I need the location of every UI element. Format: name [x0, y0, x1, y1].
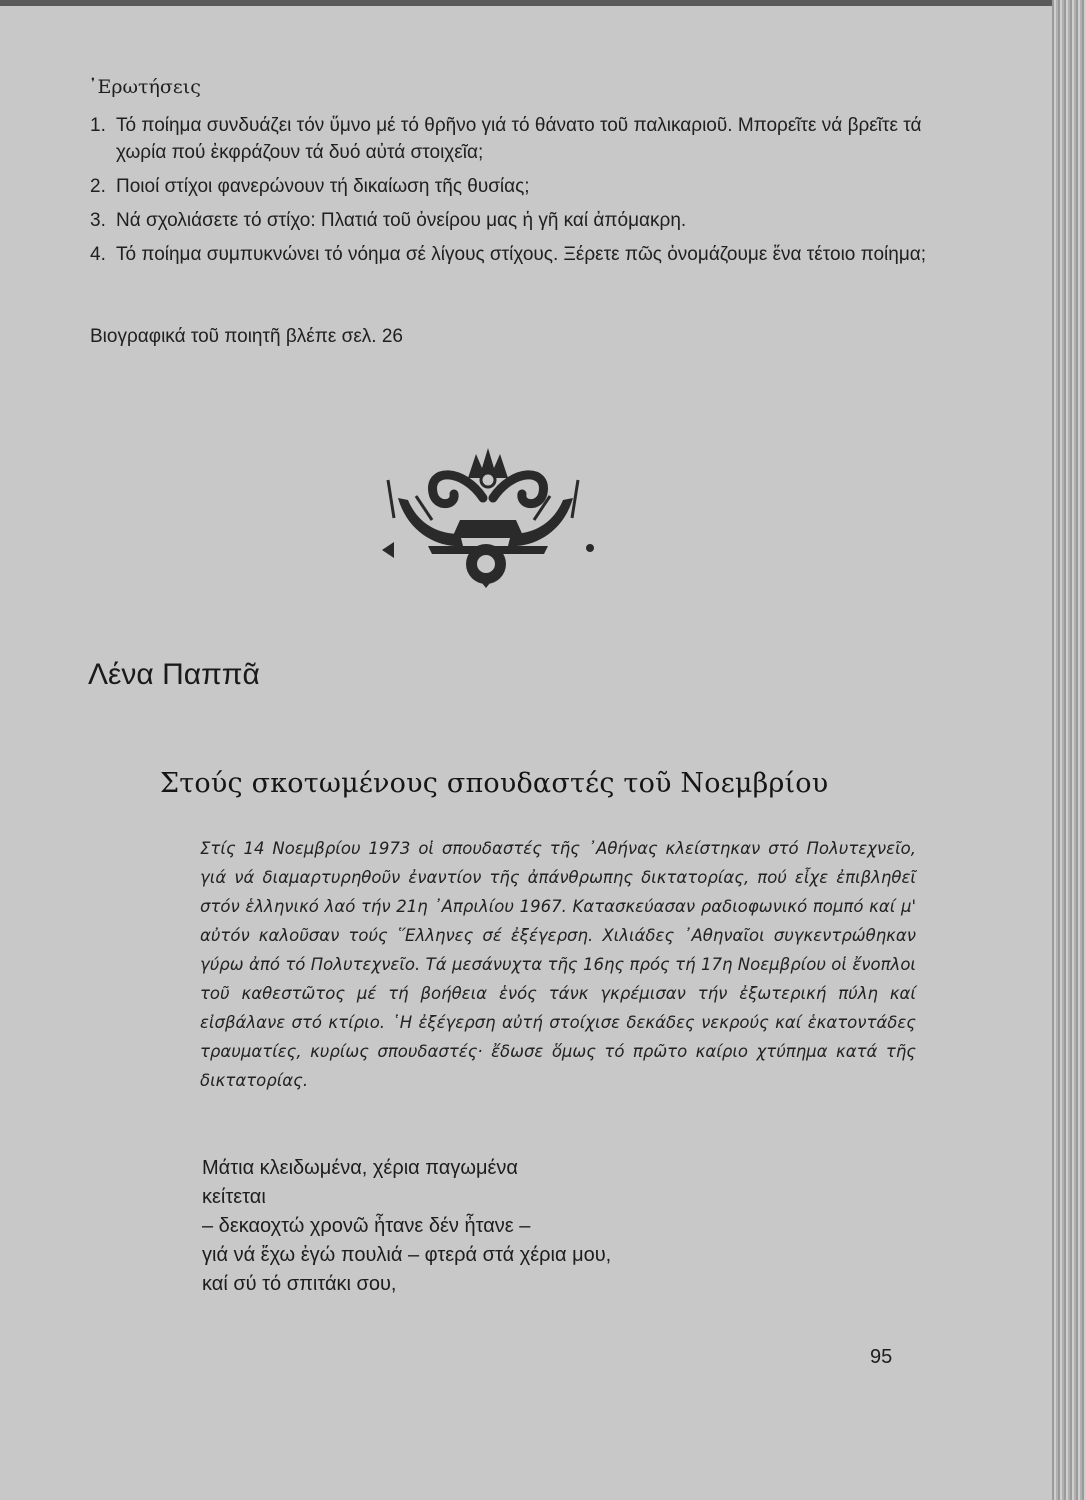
- questions-heading: ᾿Ερωτήσεις: [88, 76, 201, 98]
- folk-ornament-icon: [368, 438, 598, 588]
- question-text: Τό ποίημα συμπυκνώνει τό νόημα σέ λίγους στίχους. Ξέρετε πῶς ὀνομάζουμε ἕνα τέτοιο ποίημα;: [116, 244, 927, 265]
- poem-line: κείτεται: [202, 1186, 266, 1208]
- biography-reference: Βιογραφικά τοῦ ποιητῆ βλέπε σελ. 26: [90, 326, 403, 347]
- question-text: Ποιοί στίχοι φανερώνουν τή δικαίωση τῆς θυσίας;: [116, 176, 530, 197]
- question-number: 4.: [90, 244, 106, 265]
- book-page-edges: [1052, 0, 1086, 1500]
- question-number: 3.: [90, 210, 106, 231]
- questions-list: [90, 112, 930, 275]
- question-item: [90, 173, 930, 200]
- question-item: [90, 112, 930, 166]
- poem-line: Μάτια κλειδωμένα, χέρια παγωμένα: [202, 1157, 518, 1179]
- poem-text: [202, 1154, 902, 1299]
- page-number: 95: [870, 1346, 893, 1368]
- poem-line: – δεκαοχτώ χρονῶ ἦτανε δέν ἦτανε –: [202, 1215, 531, 1237]
- poem-introduction: Στίς 14 Νοεμβρίου 1973 οἱ σπουδαστές τῆς ᾿Αθήνας κλείστηκαν στό Πολυτεχνεῖο, γιά νά διαμαρτυρηθοῦν ἐναντίον τῆς ἀπάνθρωπης δικτατορίας, πού εἶχε ἐπιβληθεῖ στόν ἑλληνικό λαό τήν 21η ᾿Απριλίου 1967. Κατασκεύασαν ραδιοφωνικό πομπό καί μ' αὐτόν καλοῦσαν τούς ῞Ελληνες σέ ἐξέγερση. Χιλιάδες ᾿Αθηναῖοι συγκεντρώθηκαν γύρω ἀπό τό Πολυτεχνεῖο. Τά μεσάνυχτα τῆς 16ης πρός τή 17η Νοεμβρίου οἱ ἔνοπλοι τοῦ καθεστῶτος μέ τή βοήθεια ἑνός τάνκ γκρέμισαν τήν ἐξωτερική πύλη καί εἰσβάλανε στό κτίριο. ῾Η ἐξέγερση αὐτή στοίχισε δεκάδες νεκρούς καί ἑκατοντάδες τραυματίες, κυρίως σπουδαστές· ἔδωσε ὅμως τό πρῶτο καίριο χτύπημα κατά τῆς δικτατορίας.: [200, 839, 916, 1090]
- poem-title: Στούς σκοτωμένους σπουδαστές τοῦ Νοεμβρίου: [160, 768, 829, 799]
- question-number: 2.: [90, 176, 106, 197]
- question-item: [90, 241, 930, 268]
- question-text: Τό ποίημα συνδυάζει τόν ὕμνο μέ τό θρῆνο γιά τό θάνατο τοῦ παλικαριοῦ. Μπορεῖτε νά βρεῖτε τά χωρία πού ἐκφράζουν τά δυό αὐτά στοιχεῖα;: [116, 115, 922, 163]
- question-number: 1.: [90, 115, 106, 136]
- page-top-edge: [0, 0, 1052, 6]
- question-text: Νά σχολιάσετε τό στίχο: Πλατιά τοῦ ὀνείρου μας ἡ γῆ καί ἀπόμακρη.: [116, 210, 687, 231]
- poem-line: καί σύ τό σπιτάκι σου,: [202, 1273, 397, 1295]
- poet-name: Λένα Παππᾶ: [88, 658, 260, 691]
- question-item: [90, 207, 930, 234]
- poem-line: γιά νά ἔχω ἐγώ πουλιά – φτερά στά χέρια μου,: [202, 1244, 612, 1266]
